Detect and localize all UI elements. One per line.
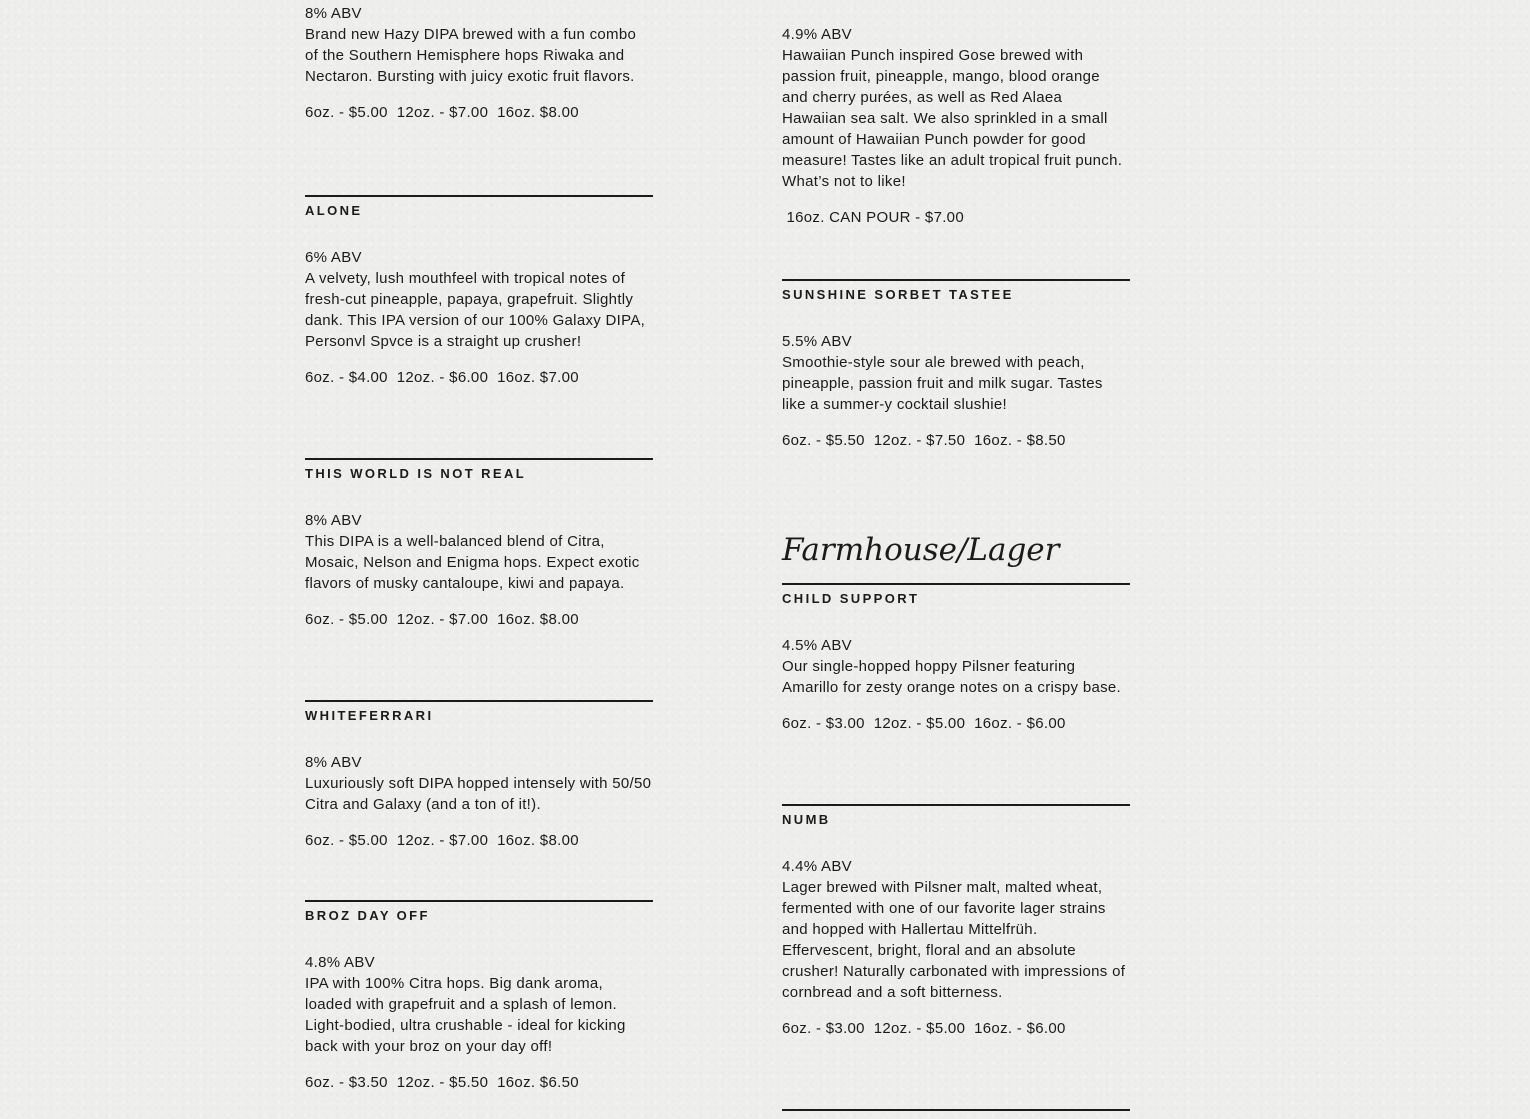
- beer-prices: 6oz. - $4.00 12oz. - $6.00 16oz. $7.00: [305, 369, 579, 386]
- beer-card-alone: [305, 195, 653, 388]
- beer-card-top-left: [305, 3, 653, 123]
- beer-card-top-right: [782, 24, 1130, 228]
- beer-prices: 6oz. - $3.00 12oz. - $5.00 16oz. - $6.00: [782, 1020, 1066, 1037]
- beer-prices: 6oz. - $5.00 12oz. - $7.00 16oz. $8.00: [305, 611, 579, 628]
- beer-prices: 6oz. - $5.00 12oz. - $7.00 16oz. $8.00: [305, 832, 579, 849]
- beer-card-this-world-is-not-real: [305, 458, 653, 630]
- beer-description: Hawaiian Punch inspired Gose brewed with passion fruit, pineapple, mango, blood orange and cherry purées, as well as Red Alaea Hawaiian sea salt. We also sprinkled in a small amount of Hawaiian Punch powder for good measure! Tastes like an adult tropical fruit punch. What’s not to like!: [782, 47, 1123, 190]
- beer-description: A velvety, lush mouthfeel with tropical notes of fresh-cut pineapple, papaya, grapefruit. Slightly dank. This IPA version of our 100% Galaxy DIPA, Personvl Spvce is a straight up crusher!: [305, 270, 646, 350]
- beer-prices: 6oz. - $3.00 12oz. - $5.00 16oz. - $6.00: [782, 715, 1066, 732]
- divider: [305, 458, 653, 460]
- beer-card-whiteferrari: [305, 700, 653, 851]
- beer-abv: 4.5% ABV: [782, 637, 852, 654]
- beer-name: THIS WORLD IS NOT REAL: [305, 466, 527, 481]
- beer-prices: 6oz. - $3.50 12oz. - $5.50 16oz. $6.50: [305, 1074, 579, 1091]
- beer-abv: 4.4% ABV: [782, 858, 852, 875]
- beer-description: Our single-hopped hoppy Pilsner featuring Amarillo for zesty orange notes on a crispy base.: [782, 658, 1122, 696]
- beer-abv: 5.5% ABV: [782, 333, 852, 350]
- divider: [305, 700, 653, 702]
- beer-name: BROZ DAY OFF: [305, 908, 430, 923]
- section-title-farmhouse-lager: Farmhouse/Lager: [782, 532, 1060, 568]
- beer-description: Luxuriously soft DIPA hopped intensely with 50/50 Citra and Galaxy (and a ton of it!).: [305, 775, 652, 813]
- beer-card-sunshine-sorbet-tastee: [782, 279, 1130, 451]
- divider: [782, 583, 1130, 585]
- beer-prices: 6oz. - $5.00 12oz. - $7.00 16oz. $8.00: [305, 104, 579, 121]
- beer-prices: 16oz. CAN POUR - $7.00: [782, 209, 964, 226]
- beer-abv: 8% ABV: [305, 754, 362, 771]
- beer-prices: 6oz. - $5.50 12oz. - $7.50 16oz. - $8.50: [782, 432, 1066, 449]
- beer-card-next-divider: [782, 1109, 1130, 1118]
- divider: [305, 195, 653, 197]
- beer-abv: 8% ABV: [305, 512, 362, 529]
- divider: [782, 279, 1130, 281]
- beer-abv: 6% ABV: [305, 249, 362, 266]
- beer-card-numb: [782, 804, 1130, 1039]
- beer-name: SUNSHINE SORBET TASTEE: [782, 287, 1014, 302]
- beer-description: IPA with 100% Citra hops. Big dank aroma, loaded with grapefruit and a splash of lemon. Light-bodied, ultra crushable - ideal for kicking back with your broz on your day off!: [305, 975, 626, 1055]
- beer-abv: 4.8% ABV: [305, 954, 375, 971]
- beer-name: NUMB: [782, 812, 831, 827]
- divider: [305, 900, 653, 902]
- beer-description: This DIPA is a well-balanced blend of Citra, Mosaic, Nelson and Enigma hops. Expect exotic flavors of musky cantaloupe, kiwi and papaya.: [305, 533, 640, 592]
- divider: [782, 1109, 1130, 1111]
- beer-name: ALONE: [305, 203, 363, 218]
- beer-abv: 8% ABV: [305, 5, 362, 22]
- beer-abv: 4.9% ABV: [782, 26, 852, 43]
- beer-description: Smoothie-style sour ale brewed with peach, pineapple, passion fruit and milk sugar. Tastes like a summer-y cocktail slushie!: [782, 354, 1103, 413]
- beer-name: WHITEFERRARI: [305, 708, 434, 723]
- beer-description: Brand new Hazy DIPA brewed with a fun combo of the Southern Hemisphere hops Riwaka and Nectaron. Bursting with juicy exotic fruit flavors.: [305, 26, 637, 85]
- divider: [782, 804, 1130, 806]
- beer-description: Lager brewed with Pilsner malt, malted wheat, fermented with one of our favorite lager strains and hopped with Hallertau Mittelfrüh. Effervescent, bright, floral and an absolute crusher! Naturally carbonated with impressions of cornbread and a soft bitterness.: [782, 879, 1126, 1001]
- beer-card-broz-day-off: [305, 900, 653, 1093]
- beer-name: CHILD SUPPORT: [782, 591, 920, 606]
- beer-card-child-support: [782, 583, 1130, 734]
